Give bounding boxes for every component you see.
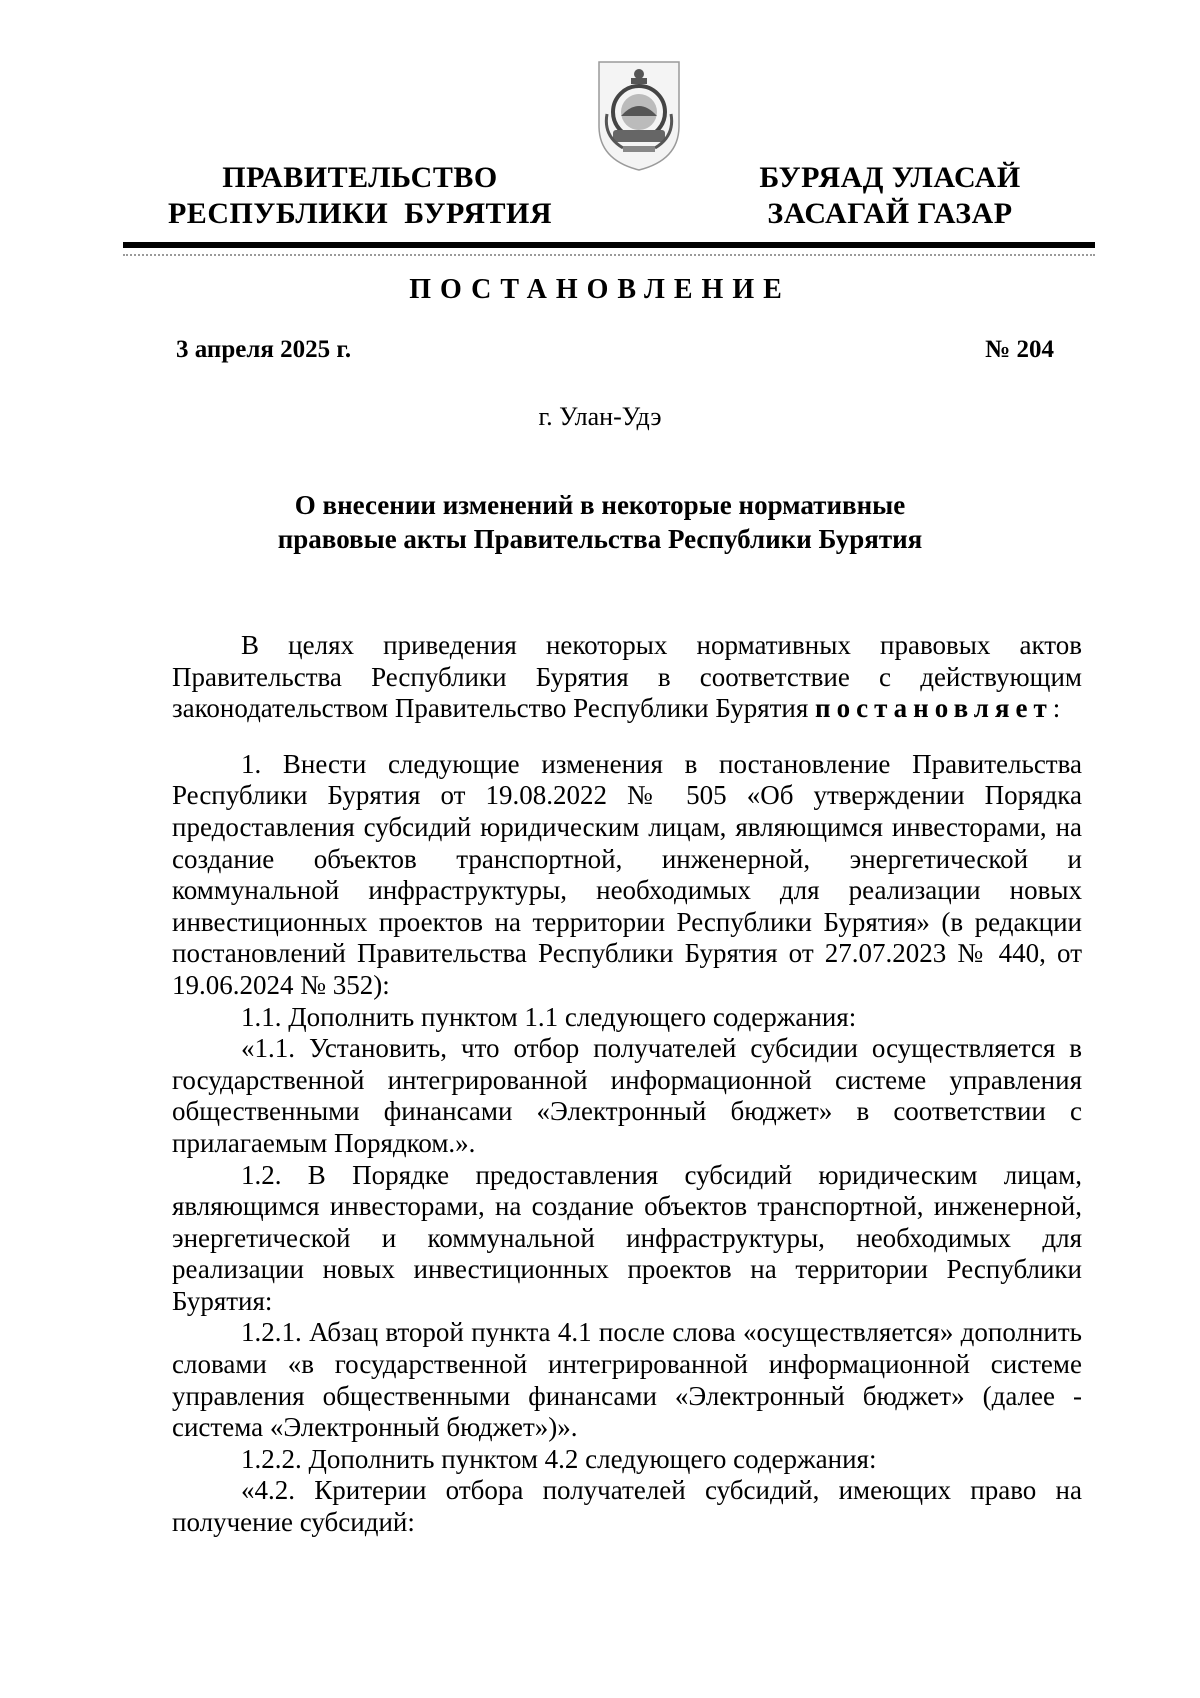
header-left-line1: ПРАВИТЕЛЬСТВО	[222, 161, 498, 194]
title-line2: правовые акты Правительства Республики Бурятия	[277, 524, 923, 554]
document-title	[200, 488, 1000, 556]
preamble-keyword: постановляет	[815, 693, 1053, 724]
document-number: № 204	[985, 336, 1054, 363]
paragraph-4-2-quote: «4.2. Критерии отбора получателей субсидий, имеющих право на получение субсидий:	[172, 1475, 1082, 1538]
document-type: ПОСТАНОВЛЕНИЕ	[409, 274, 791, 305]
paragraph-1-1-quote: «1.1. Установить, что отбор получателей субсидии осуществляется в государственной интегрированной информационной системе управления общественными финансами «Электронный бюджет» в соответствии с прилагаемым Порядком.».	[172, 1033, 1082, 1158]
paragraph-1-1: 1.1. Дополнить пунктом 1.1 следующего содержания:	[241, 1001, 857, 1032]
header-right-bua	[725, 160, 1055, 232]
header-left-ru	[160, 160, 560, 232]
paragraph-1-2: 1.2. В Порядке предоставления субсидий юридическим лицам, являющимся инвесторами, на создание объектов транспортной, инженерной, энергетической и коммунальной инфраструктуры, необходимых для реализации новых инвестиционных проектов на территории Республики Бурятия:	[172, 1159, 1082, 1316]
preamble-end: :	[1052, 693, 1061, 724]
preamble-text: В целях приведения некоторых нормативных правовых актов Правительства Республики Бурятия в соответствие с действующим законодательством Правительство Республики Бурятия	[172, 630, 1082, 724]
preamble-paragraph	[172, 630, 1082, 725]
title-line1: О внесении изменений в некоторые нормативные	[294, 490, 906, 520]
paragraph-1: 1. Внести следующие изменения в постановление Правительства Республики Бурятия от 19.08.2022 № 505 «Об утверждении Порядка предоставления субсидий юридическим лицам, являющимся инвесторами, на создание объектов транспортной, инженерной, энергетической и коммунальной инфраструктуры, необходимых для реализации новых инвестиционных проектов на территории Республики Бурятия» (в редакции постановлений Правительства Республики Бурятия от 27.07.2023 № 440, от 19.06.2024 № 352):	[172, 748, 1082, 1000]
paragraph-1-2-2: 1.2.2. Дополнить пунктом 4.2 следующего содержания:	[241, 1443, 877, 1474]
document-body	[172, 630, 1082, 1539]
header-divider-thick	[123, 242, 1095, 248]
header-divider-thin	[123, 254, 1095, 256]
document-city: г. Улан-Удэ	[538, 402, 662, 431]
header-left-line2: РЕСПУБЛИКИ БУРЯТИЯ	[167, 197, 553, 230]
coat-of-arms-emblem	[593, 56, 685, 174]
header-right-line2: ЗАСАГАЙ ГАЗАР	[767, 197, 1013, 230]
document-date: 3 апреля 2025 г.	[176, 336, 352, 363]
header-right-line1: БУРЯАД УЛАСАЙ	[759, 161, 1021, 194]
paragraph-1-2-1: 1.2.1. Абзац второй пункта 4.1 после слова «осуществляется» дополнить словами «в государственной интегрированной информационной системе управления общественными финансами «Электронный бюджет» (далее - система «Электронный бюджет»)».	[172, 1317, 1082, 1443]
